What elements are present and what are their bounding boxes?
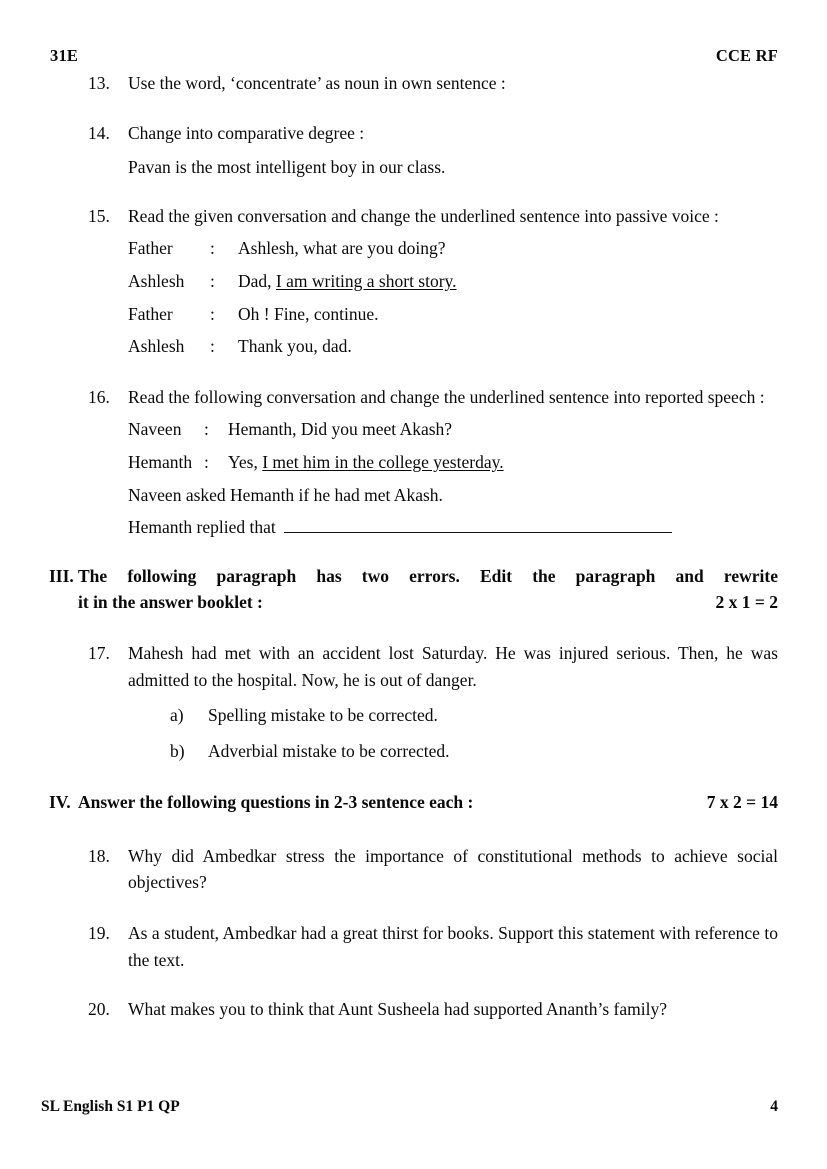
dialogue-text (238, 268, 778, 295)
question-16 (0, 384, 827, 541)
question-16-number: 16. (88, 386, 110, 407)
question-14-number: 14. (88, 122, 110, 143)
dialogue-plain: Dad, (238, 270, 276, 291)
sub-item-text: Adverbial mistake to be corrected. (208, 741, 450, 761)
question-14-text: Change into comparative degree : (128, 122, 365, 143)
section-iii-numeral: III. (49, 565, 74, 586)
dialogue-speaker: Father (128, 303, 173, 324)
question-18-number: 18. (88, 845, 110, 866)
dialogue-plain: Ashlesh, what are you doing? (238, 238, 446, 259)
question-16-text: Read the following conversation and change the underlined sentence into reported speech : (128, 386, 765, 407)
page-header (50, 46, 778, 66)
spacer (0, 765, 827, 789)
answer-blank-line[interactable] (284, 516, 672, 533)
dialogue-line (128, 416, 778, 443)
dialogue-speaker: Hemanth (128, 451, 193, 472)
page-content (0, 70, 827, 1023)
spacer (128, 693, 778, 702)
dialogue-text (228, 449, 778, 476)
question-19-number: 19. (88, 923, 110, 944)
page-footer (41, 1098, 778, 1116)
spacer (0, 815, 827, 843)
section-iv-numeral: IV. (49, 791, 71, 812)
footer-page-number: 4 (770, 1098, 778, 1115)
dialogue-plain: Yes, (228, 451, 263, 472)
spacer (0, 896, 827, 920)
question-17-sub-item-b (128, 738, 778, 765)
sub-item-text: Spelling mistake to be corrected. (208, 705, 438, 726)
question-20 (0, 996, 827, 1023)
dialogue-line (128, 449, 778, 476)
question-19 (0, 920, 827, 973)
question-20-number: 20. (88, 999, 110, 1020)
footer-paper-name: SL English S1 P1 QP (41, 1098, 180, 1115)
dialogue-separator: : (210, 303, 215, 324)
section-iv-marks: 7 x 2 = 14 (706, 791, 778, 812)
sub-item-label: b) (170, 741, 185, 761)
dialogue-text (238, 235, 778, 262)
header-exam-code: CCE RF (715, 46, 778, 65)
question-15 (0, 203, 827, 360)
section-iv-heading (0, 789, 827, 815)
question-15-text: Read the given conversation and change the underlined sentence into passive voice : (128, 205, 719, 226)
question-19-text: As a student, Ambedkar had a great thirst for books. Support this statement with reference to the text. (128, 923, 778, 970)
section-iv-line1: Answer the following questions in 2-3 sentence each : (78, 791, 474, 812)
sub-item-label: a) (170, 705, 184, 726)
dialogue-separator: : (210, 336, 215, 357)
section-iii-line1: The following paragraph has two errors. Edit the paragraph and rewrite (78, 565, 778, 586)
question-13-text: Use the word, ‘concentrate’ as noun in own sentence : (128, 73, 506, 93)
spacer (0, 97, 827, 120)
question-17-number: 17. (88, 643, 110, 664)
header-subject-code: 31E (50, 46, 79, 65)
dialogue-speaker: Father (128, 238, 173, 259)
dialogue-speaker: Ashlesh (128, 270, 185, 291)
dialogue-text (238, 333, 778, 360)
question-13 (0, 70, 827, 97)
section-iii-marks: 2 x 1 = 2 (715, 591, 778, 612)
question-17 (0, 640, 827, 764)
dialogue-separator: : (210, 238, 215, 259)
question-16-given-answer: Naveen asked Hemanth if he had met Akash. (128, 484, 443, 505)
dialogue-speaker: Naveen (128, 419, 182, 440)
dialogue-speaker: Ashlesh (128, 336, 185, 357)
question-16-answer-row (128, 514, 778, 541)
spacer (0, 973, 827, 996)
question-20-text: What makes you to think that Aunt Susheela had supported Ananth’s family? (128, 999, 668, 1020)
spacer (0, 615, 827, 640)
section-iii-line2: it in the answer booklet : (78, 591, 263, 612)
spacer (0, 541, 827, 563)
question-16-answer-prompt: Hemanth replied that (128, 517, 276, 538)
dialogue-separator: : (210, 270, 215, 291)
question-15-number: 15. (88, 205, 110, 226)
section-iii-heading (0, 563, 827, 616)
question-18 (0, 843, 827, 896)
question-18-text: Why did Ambedkar stress the importance of constitutional methods to achieve social objectives? (128, 845, 778, 893)
spacer (128, 729, 778, 738)
dialogue-separator: : (204, 419, 209, 440)
spacer (0, 360, 827, 384)
question-14 (0, 120, 827, 181)
spacer (0, 181, 827, 203)
question-17-text: Mahesh had met with an accident lost Saturday. He was injured serious. Then, he was admitted to the hospital. Now, he is out of danger. (128, 643, 778, 690)
dialogue-line (128, 268, 778, 295)
dialogue-text (228, 416, 778, 443)
spacer (128, 146, 778, 154)
dialogue-plain: Hemanth, Did you meet Akash? (228, 419, 453, 440)
dialogue-underlined-sentence: I am writing a short story. (275, 270, 457, 291)
dialogue-plain: Oh ! Fine, continue. (238, 303, 379, 324)
dialogue-plain: Thank you, dad. (238, 336, 352, 357)
question-17-sub-item-a (128, 702, 778, 729)
dialogue-line (128, 235, 778, 262)
dialogue-line (128, 301, 778, 328)
question-14-sentence: Pavan is the most intelligent boy in our class. (128, 157, 446, 178)
dialogue-text (238, 301, 778, 328)
dialogue-separator: : (204, 451, 209, 472)
dialogue-line (128, 333, 778, 360)
dialogue-underlined-sentence: I met him in the college yesterday. (262, 451, 504, 472)
question-13-number: 13. (88, 73, 110, 93)
